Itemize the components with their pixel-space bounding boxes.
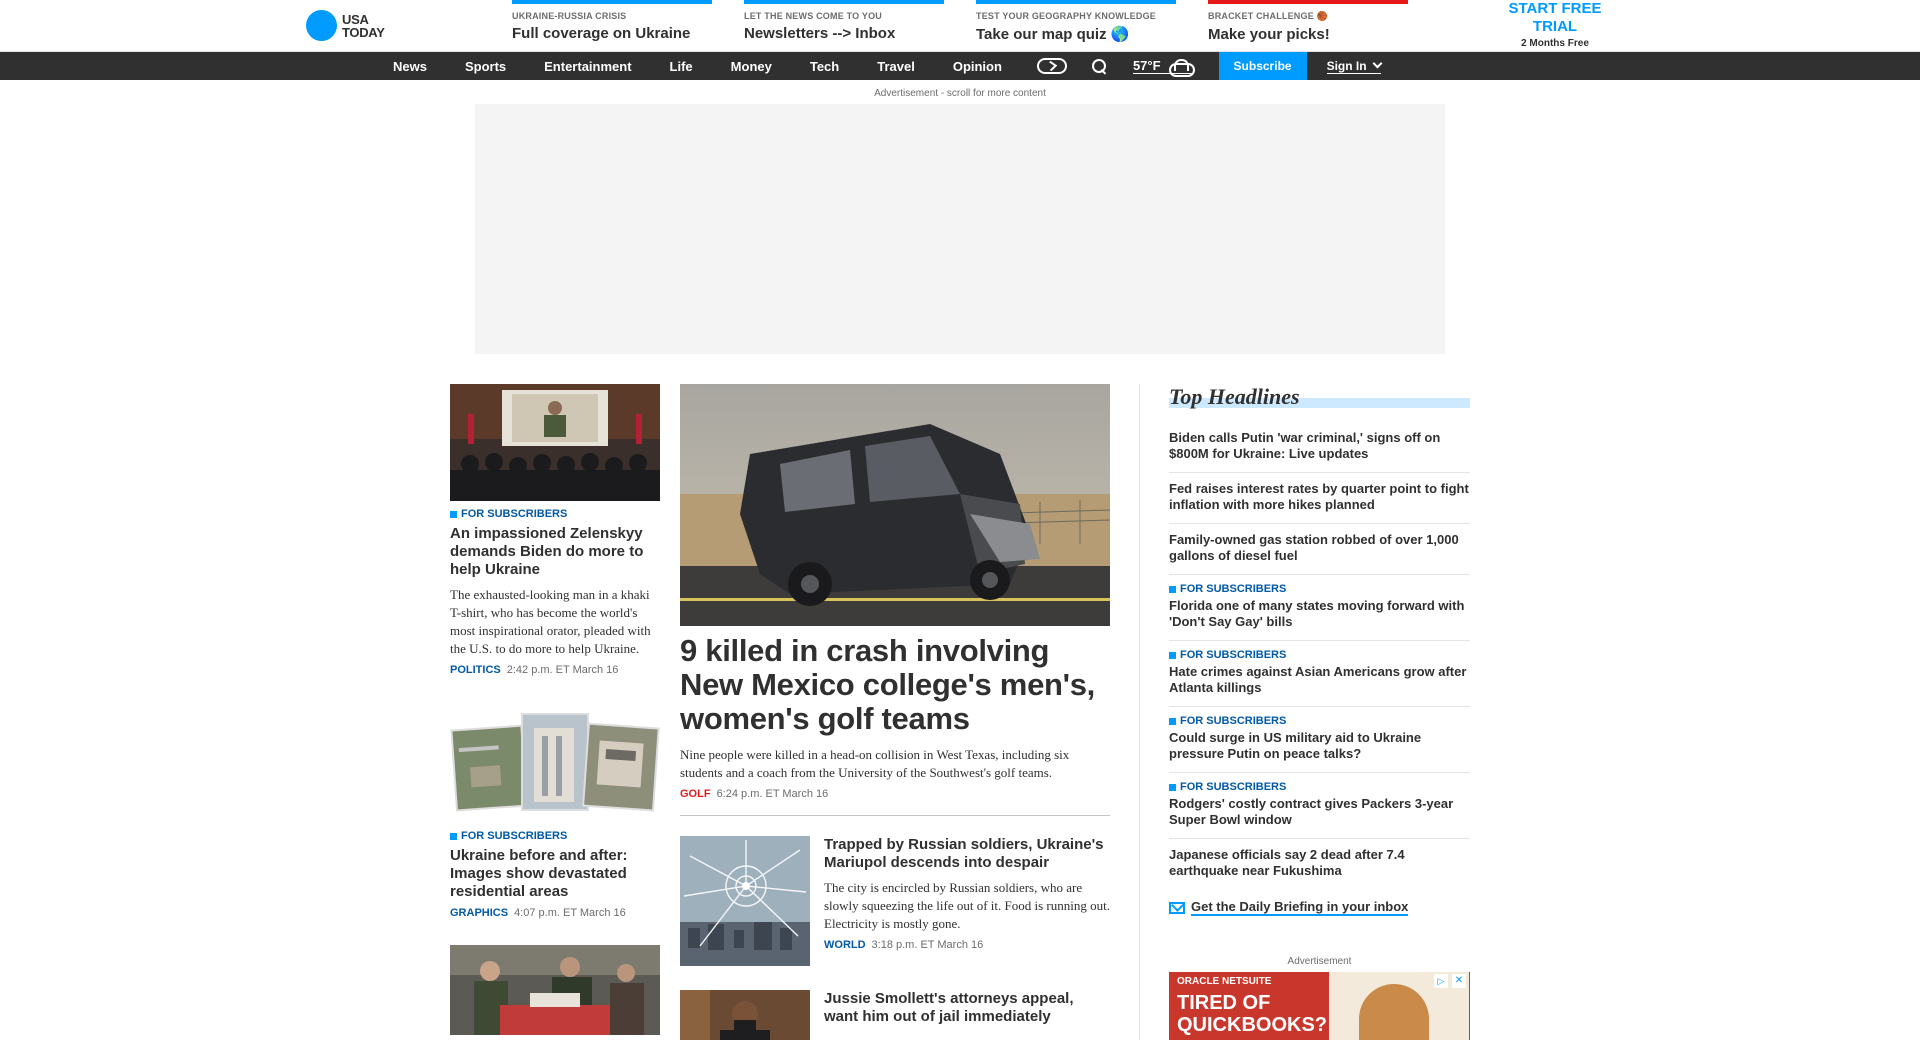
story-headline[interactable]: An impassioned Zelenskyy demands Biden do more to help Ukraine xyxy=(450,525,644,578)
ad-slot[interactable] xyxy=(475,104,1445,354)
ad-dog-image xyxy=(1329,972,1469,1040)
nav-news[interactable]: News xyxy=(393,58,427,74)
headline-text[interactable]: Florida one of many states moving forward with 'Don't Say Gay' bills xyxy=(1169,598,1465,629)
story-description: The exhausted-looking man in a khaki T-shirt, who has become the world's most inspirational orator, pleaded with the U.S. to do more to help Ukraine. xyxy=(450,587,651,656)
headline-text[interactable]: Fed raises interest rates by quarter point to fight inflation with more hikes planned xyxy=(1169,481,1469,512)
daily-briefing-signup[interactable] xyxy=(1169,899,1470,916)
zelenskyy-thumbnail[interactable] xyxy=(450,384,660,501)
promo-kicker: BRACKET CHALLENGE 🏀 xyxy=(1208,11,1329,21)
hero-story xyxy=(680,384,1110,800)
trial-cta-text[interactable]: START FREE TRIAL xyxy=(1508,0,1602,35)
promo-newsletters[interactable] xyxy=(744,0,944,44)
hero-section-link[interactable]: GOLF xyxy=(680,788,711,800)
promo-ukraine[interactable] xyxy=(512,0,712,44)
promo-headline[interactable]: Full coverage on Ukraine xyxy=(512,25,691,42)
headline-item[interactable] xyxy=(1169,707,1470,773)
story-headline[interactable]: Trapped by Russian soldiers, Ukraine's Mariupol descends into despair xyxy=(824,836,1104,871)
headline-text[interactable]: Hate crimes against Asian Americans grow after Atlanta killings xyxy=(1169,664,1467,695)
top-headlines-column xyxy=(1169,384,1470,916)
headline-text[interactable]: Japanese officials say 2 dead after 7.4 earthquake near Fukushima xyxy=(1169,847,1405,878)
promo-kicker: LET THE NEWS COME TO YOU xyxy=(744,11,882,21)
logo-line-2: TODAY xyxy=(342,24,385,40)
promo-kicker: TEST YOUR GEOGRAPHY KNOWLEDGE xyxy=(976,11,1156,21)
subscriber-square-icon xyxy=(450,511,457,518)
subscriber-label: FOR SUBSCRIBERS xyxy=(1180,781,1287,793)
headline-item[interactable] xyxy=(1169,422,1470,473)
headline-text[interactable]: Biden calls Putin 'war criminal,' signs off on $800M for Ukraine: Live updates xyxy=(1169,430,1441,461)
story-headline[interactable]: Jussie Smollett's attorneys appeal, want him out of jail immediately xyxy=(824,990,1074,1025)
promo-bracket[interactable] xyxy=(1208,0,1408,44)
promo-headline[interactable]: Take our map quiz 🌎 xyxy=(976,26,1130,43)
promo-headline[interactable]: Newsletters --> Inbox xyxy=(744,25,896,42)
subscriber-badge xyxy=(1169,781,1470,793)
story-timestamp: 2:42 p.m. ET March 16 xyxy=(506,664,619,676)
left-column xyxy=(450,384,660,1035)
subscriber-badge xyxy=(1169,583,1470,595)
story-section-link[interactable]: POLITICS xyxy=(450,664,501,676)
usa-today-logo[interactable] xyxy=(306,10,385,41)
headline-text[interactable]: Family-owned gas station robbed of over 1,000 gallons of diesel fuel xyxy=(1169,532,1459,563)
subscriber-label: FOR SUBSCRIBERS xyxy=(1180,649,1287,661)
subscriber-label: FOR SUBSCRIBERS xyxy=(1180,715,1287,727)
column-divider xyxy=(1139,384,1140,1040)
subscriber-square-icon xyxy=(1169,652,1176,659)
subscriber-square-icon xyxy=(1169,586,1176,593)
smollett-thumbnail[interactable] xyxy=(680,990,810,1040)
headline-item[interactable] xyxy=(1169,641,1470,707)
ad-copy: TIRED OF QUICKBOOKS? xyxy=(1177,992,1327,1036)
sign-in-button[interactable] xyxy=(1327,59,1381,74)
nav-entertainment[interactable]: Entertainment xyxy=(544,58,632,74)
sidebar-ad[interactable] xyxy=(1169,972,1470,1040)
subscriber-label: FOR SUBSCRIBERS xyxy=(1180,583,1287,595)
ad-label: Advertisement xyxy=(1287,956,1352,967)
story-section-link[interactable]: WORLD xyxy=(824,939,866,951)
free-trial-cta[interactable] xyxy=(1490,0,1620,49)
promo-headline[interactable]: Make your picks! xyxy=(1208,26,1330,43)
close-icon[interactable]: ✕ xyxy=(1452,974,1466,988)
top-headlines-heading: Top Headlines xyxy=(1169,384,1300,409)
nav-life[interactable]: Life xyxy=(669,58,693,74)
top-promo-bar xyxy=(0,0,1920,52)
mariupol-thumbnail[interactable] xyxy=(680,836,810,966)
story-description: The city is encircled by Russian soldiers, who are slowly squeezing the life out of it. Food is running out. Electricity is mostly gone. xyxy=(824,880,1110,931)
weather-widget[interactable] xyxy=(1133,58,1193,74)
daily-briefing-link[interactable]: Get the Daily Briefing in your inbox xyxy=(1191,899,1409,914)
story-section-link[interactable]: GRAPHICS xyxy=(450,907,509,919)
ad-choices-icon[interactable]: ▷ xyxy=(1434,974,1448,988)
sign-in-label: Sign In xyxy=(1326,58,1367,73)
nav-opinion[interactable]: Opinion xyxy=(952,58,1002,74)
cloud-icon xyxy=(1167,59,1193,73)
story-timestamp: 4:07 p.m. ET March 16 xyxy=(514,907,626,919)
top-headlines-title xyxy=(1169,384,1470,410)
nav-sports[interactable]: Sports xyxy=(464,58,507,74)
hero-headline[interactable]: 9 killed in crash involving New Mexico college's men's, women's golf teams xyxy=(680,633,1095,736)
smollett-story xyxy=(680,990,1110,1040)
story-headline[interactable]: Ukraine before and after: Images show devastated residential areas xyxy=(450,847,628,900)
subscriber-label: FOR SUBSCRIBERS xyxy=(461,830,568,842)
story-meta xyxy=(450,664,660,676)
subscriber-badge xyxy=(450,830,660,842)
promo-map-quiz[interactable] xyxy=(976,0,1176,44)
trial-sub-text: 2 Months Free xyxy=(1521,38,1589,49)
subscriber-badge xyxy=(450,508,660,520)
story-timestamp: 3:18 p.m. ET March 16 xyxy=(871,939,984,951)
headline-item[interactable] xyxy=(1169,773,1470,839)
subscriber-square-icon xyxy=(1169,718,1176,725)
hero-meta xyxy=(680,788,1110,800)
headline-item[interactable] xyxy=(1169,473,1470,524)
subscriber-square-icon xyxy=(450,833,457,840)
logo-line-1: USA xyxy=(342,11,369,27)
nav-money[interactable]: Money xyxy=(730,58,772,74)
subscriber-badge xyxy=(1169,649,1470,661)
ad-brand: ORACLE NETSUITE xyxy=(1177,976,1272,987)
crash-hero-image[interactable] xyxy=(680,384,1110,626)
nav-travel[interactable]: Travel xyxy=(877,58,915,74)
search-icon[interactable] xyxy=(1091,58,1107,74)
hero-timestamp: 6:24 p.m. ET March 16 xyxy=(716,788,829,800)
mariupol-story xyxy=(680,836,1110,966)
chevron-down-icon xyxy=(1372,59,1382,69)
ukraine-rescue-thumbnail[interactable] xyxy=(450,945,660,1035)
nav-tech[interactable]: Tech xyxy=(809,58,840,74)
more-sections-icon[interactable] xyxy=(1037,58,1067,74)
ukraine-before-after-thumbnail[interactable] xyxy=(450,706,660,823)
hero-divider xyxy=(680,815,1110,816)
mail-icon xyxy=(1169,902,1185,914)
main-nav xyxy=(0,52,1920,80)
subscriber-label: FOR SUBSCRIBERS xyxy=(461,508,568,520)
headline-text[interactable]: Rodgers' costly contract gives Packers 3-year Super Bowl window xyxy=(1169,796,1454,827)
headline-text[interactable]: Could surge in US military aid to Ukraine pressure Putin on peace talks? xyxy=(1169,730,1422,761)
promo-kicker: UKRAINE-RUSSIA CRISIS xyxy=(512,11,627,21)
headline-item[interactable] xyxy=(1169,839,1470,889)
subscriber-badge xyxy=(1169,715,1470,727)
ad-label: Advertisement - scroll for more content xyxy=(874,88,1046,99)
subscriber-square-icon xyxy=(1169,784,1176,791)
story-meta xyxy=(824,939,1110,951)
logo-circle-icon xyxy=(306,10,337,41)
subscribe-button[interactable]: Subscribe xyxy=(1219,52,1307,80)
story-meta xyxy=(450,907,660,919)
hero-description: Nine people were killed in a head-on collision in West Texas, including six students and a coach from the University of the Southwest's golf teams. xyxy=(680,747,1070,780)
weather-temperature: 57°F xyxy=(1132,58,1161,73)
headline-item[interactable] xyxy=(1169,524,1470,575)
headline-list xyxy=(1169,422,1470,889)
headline-item[interactable] xyxy=(1169,575,1470,641)
